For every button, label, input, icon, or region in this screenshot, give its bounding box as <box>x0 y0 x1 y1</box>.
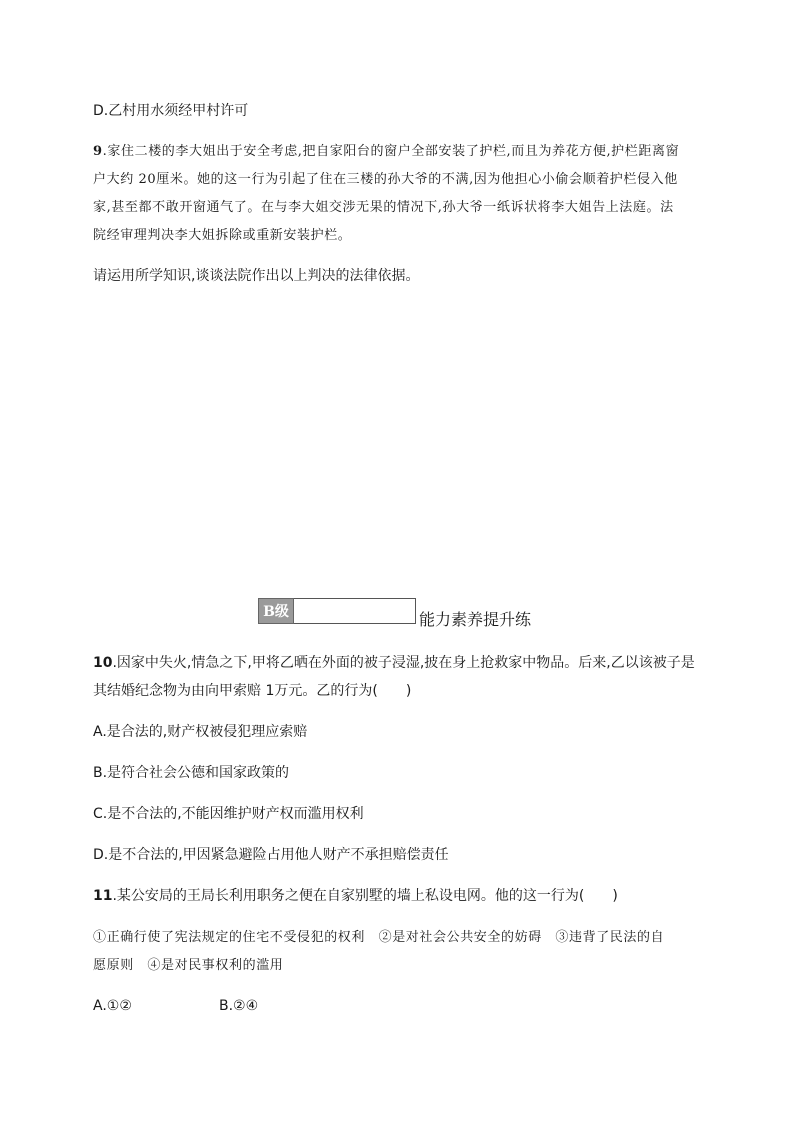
q11-option-b: B.②④ <box>219 998 259 1014</box>
level-badge: B级 <box>258 598 294 624</box>
q10-option-b: B.是符合社会公德和国家政策的 <box>93 765 290 781</box>
q11-number: 11 <box>93 888 113 904</box>
q10-line-2: 其结婚纪念物为由向甲索赔 1万元。乙的行为( ) <box>93 683 412 699</box>
q9-question: 请运用所学知识,谈谈法院作出以上判决的法律依据。 <box>93 268 420 284</box>
q9-line-3: 家,甚至都不敢开窗通气了。在与李大姐交涉无果的情况下,孙大爷一纸诉状将李大姐告上法庭。法 <box>93 200 674 215</box>
q8-option-d: D.乙村用水须经甲村许可 <box>93 103 249 119</box>
section-header <box>258 596 532 629</box>
q10-number: 10 <box>93 655 113 671</box>
q10-option-c: C.是不合法的,不能因维护财产权而滥用权利 <box>93 806 364 822</box>
q10-option-d: D.是不合法的,甲因紧急避险占用他人财产不承担赔偿责任 <box>93 847 449 863</box>
section-blank-box <box>294 598 416 624</box>
q9-number: 9 <box>93 144 103 159</box>
q11-statements-line-1: ①正确行使了宪法规定的住宅不受侵犯的权利 ②是对社会公共安全的妨碍 ③违背了民法的自 <box>93 930 665 945</box>
q11-statements-line-2: 愿原则 ④是对民事权利的滥用 <box>93 958 284 973</box>
section-title: 能力素养提升练 <box>419 610 532 629</box>
q9-line-4: 院经审理判决李大姐拆除或重新安装护栏。 <box>93 228 352 243</box>
q9-line-1: 9.家住二楼的李大姐出于安全考虑,把自家阳台的窗户全部安装了护栏,而且为养花方便,护栏距离窗 <box>93 144 680 159</box>
q10-line-1: 10.因家中失火,情急之下,甲将乙晒在外面的被子浸湿,披在身上抢救家中物品。后来,乙以该被子是 <box>93 655 695 671</box>
q10-option-a: A.是合法的,财产权被侵犯理应索赔 <box>93 724 308 740</box>
q11-stem: 11.某公安局的王局长利用职务之便在自家别墅的墙上私设电网。他的这一行为( ) <box>93 888 618 904</box>
q9-line-2: 户大约 20厘米。她的这一行为引起了住在三楼的孙大爷的不满,因为他担心小偷会顺着护栏侵入他 <box>93 172 678 187</box>
q11-option-a: A.①② <box>93 998 132 1014</box>
